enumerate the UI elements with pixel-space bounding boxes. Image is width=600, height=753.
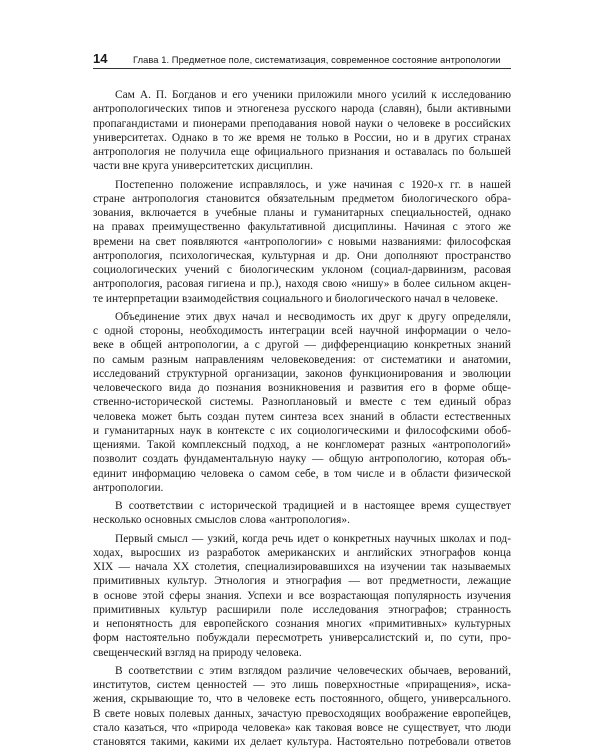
text-line: исследований структурной организации, законов функционирования и эволюции xyxy=(93,367,511,380)
header-rule xyxy=(93,68,511,69)
text-line: ственно-исторической системы. Разноплановый и вместе с тем единый образ xyxy=(93,396,511,409)
paragraph xyxy=(93,664,511,750)
text-line: примитивных культур расширили поле исследования этнографов; странность xyxy=(93,603,511,616)
paragraph xyxy=(93,532,511,660)
text-line: примитивных культур. Этнология и этнография — вот предметности, лежащие xyxy=(93,575,511,588)
page-header xyxy=(93,51,511,66)
text-line: XIX — начала XX столетия, специализировавшихся на изучении так называемых xyxy=(93,561,511,573)
text-line: единит информацию человека о самом себе, в том числе и в области физической xyxy=(93,467,511,480)
paragraph xyxy=(93,178,511,306)
running-head: Глава 1. Предметное поле, систематизация, современное состояние антропологии xyxy=(133,54,501,65)
text-line: институтов, систем ценностей — это лишь поверхностные «приращения», иска- xyxy=(93,679,511,691)
text-line: форм настоятельно побуждали пересмотреть универсалистский и, по сути, про- xyxy=(93,632,511,645)
page-number: 14 xyxy=(93,51,108,66)
text-line: в основе этой сферы знания. Успехи и все возрастающая популярность изучения xyxy=(93,589,511,602)
text-line: по самым разным направлениям человековедения: от систематики и анатомии, xyxy=(93,353,511,366)
paragraph xyxy=(93,499,511,528)
paragraph xyxy=(93,88,511,174)
text-line: Сам А. П. Богданов и его ученики приложили много усилий к исследованию xyxy=(115,89,511,101)
text-line: несколько основных смыслов слова «антропология». xyxy=(93,514,350,527)
text-line: те интерпретации взаимодействия социального и биологического начал в человеке. xyxy=(93,292,499,305)
text-line: стало казаться, что «природа человека» как таковая вовсе не существует, что люди xyxy=(93,721,511,734)
text-line: стране антропология становится обязательным предметом биологического обра- xyxy=(93,192,511,205)
text-line: В свете новых полевых данных, зачастую превосходящих воображение европейцев, xyxy=(93,707,511,720)
text-line: антропология не получила еще официального признания и оставалась по большей xyxy=(93,146,511,158)
text-line: свещенческий взгляд на природу человека. xyxy=(93,646,302,659)
text-line: времени на свет появляются «антропологии» с новыми названиями: философская xyxy=(93,235,511,248)
text-line: человека может быть создан путем синтеза всех знаний в области естественных xyxy=(93,410,511,423)
text-line: социологических учений с биологическим уклоном (социал-дарвинизм, расовая xyxy=(93,264,511,276)
text-line: человеческого вида до познания возникновения и развития его в форме обще- xyxy=(93,382,511,394)
text-line: становятся такими, какими их делает культура. Настоятельно потребовали ответов xyxy=(93,736,511,748)
text-line: ходах, выросших из разработок американских и английских этнографов конца xyxy=(93,546,511,559)
text-line: позволит создать фундаментальную науку — общую антропологию, которая объ- xyxy=(93,453,511,466)
text-line: Постепенно положение исправлялось, и уже начиная с 1920-х гг. в нашей xyxy=(115,178,511,191)
text-line: и гуманитарных наук в контексте с их социологическими и философскими обоб- xyxy=(93,424,511,437)
text-line: зования, включается в учебные планы и гуманитарных специальностей, однако xyxy=(93,207,511,219)
text-line: Объединение этих двух начал и несводимость их друг к другу определяли, xyxy=(115,310,511,323)
text-line: щениями. Такой комплексный подход, а не конгломерат разных «антропологий» xyxy=(93,439,511,451)
text-line: с одной стороны, необходимость интеграции всей научной информации о чело- xyxy=(93,325,511,337)
text-line: антропологических типов и этногенеза русского народа (славян), были активными xyxy=(93,103,511,116)
text-line: Первый смысл — узкий, когда речь идет о конкретных научных школах и под- xyxy=(115,532,511,545)
text-line: части вне круга университетских дисциплин. xyxy=(93,160,313,173)
text-line: пропагандистами и пионерами преподавания новой науки о человеке в российских xyxy=(93,117,511,130)
text-line: В соответствии с исторической традицией и в настоящее время существует xyxy=(115,500,511,512)
text-line: веке в общей антропологии, а с другой — дифференциацию конкретных знаний xyxy=(93,339,511,352)
text-line: и непонятность для европейского сознания многих «примитивных» культурных xyxy=(93,618,511,630)
text-line: на правах преимущественно факультативной дисциплины. Начиная с этого же xyxy=(93,221,511,234)
text-line: антропологии. xyxy=(93,481,164,494)
text-line: жения, скрывающие то, что в человеке есть постоянного, общего, универсального. xyxy=(93,693,511,706)
text-line: антропология, психологическая, культурная и др. Они дополняют пространство xyxy=(93,249,511,262)
text-line: университетах. Однако в то же время не только в России, но и в других странах xyxy=(93,131,511,144)
paragraph xyxy=(93,310,511,495)
text-line: антропология, расовая гигиена и пр.), находя свою «нишу» в более сильном акцен- xyxy=(93,278,511,291)
text-line: В соответствии с этим взглядом различие человеческих обычаев, верований, xyxy=(115,664,511,677)
body-text xyxy=(93,88,511,753)
